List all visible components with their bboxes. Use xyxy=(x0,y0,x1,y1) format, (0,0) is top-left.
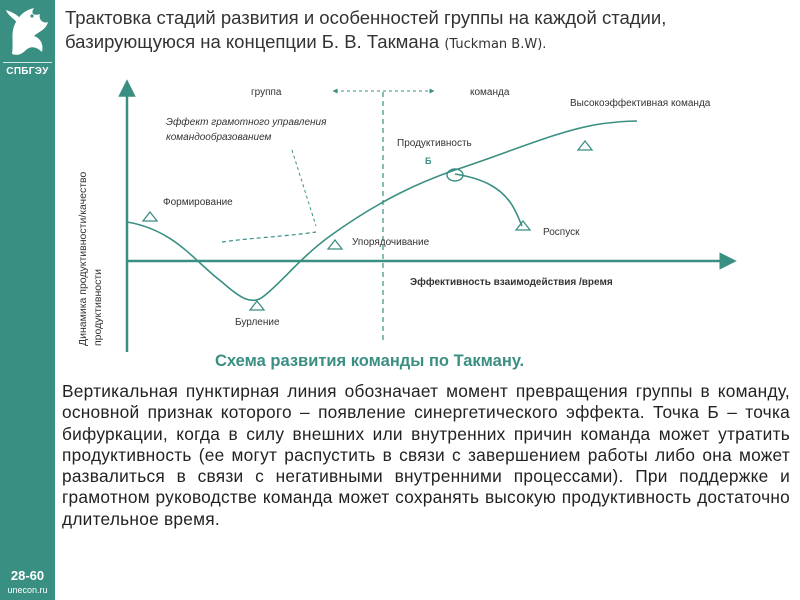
sidebar xyxy=(0,0,55,600)
team-label: команда xyxy=(470,87,510,98)
high-team-marker xyxy=(578,141,592,150)
management-effect-curve xyxy=(222,232,316,242)
y-axis-label-line1: Динамика продуктивности/качество xyxy=(77,171,89,346)
x-axis-label: Эффективность взаимодействия /время xyxy=(410,277,613,288)
norming-marker xyxy=(328,240,342,249)
bifurcation-label: Б xyxy=(425,156,432,166)
dissolve-marker xyxy=(516,221,530,230)
high-team-label: Высокоэффективная команда xyxy=(570,98,711,109)
dissolve-curve xyxy=(455,174,522,226)
forming-marker xyxy=(143,212,157,221)
storming-marker xyxy=(250,301,264,310)
explanation-paragraph: Вертикальная пунктирная линия обозначает момент превращения группы в команду, основной признак которого – появление синергетического эффекта. Точка Б – точка бифуркации, когда в силу внешних или внутренних причин команда может утратить продуктивность (ее могут распустить в связи с завершением работы либо она может развалиться в связи с негативными внутренними процессами). При поддержке и грамотном руководстве команда может сохранять высокую продуктивность достаточно длительное время. xyxy=(62,381,790,529)
development-curve xyxy=(127,121,637,300)
group-label: группа xyxy=(251,87,282,98)
effect-label-line2: командообразованием xyxy=(166,132,272,143)
diagram-caption: Схема развития команды по Такману. xyxy=(215,352,525,370)
university-brand: СПБГЭУ xyxy=(6,66,49,77)
storming-label: Бурление xyxy=(235,317,280,328)
productivity-label: Продуктивность xyxy=(397,138,472,149)
norming-label: Упорядочивание xyxy=(352,237,430,248)
y-axis-label-line2: продуктивности xyxy=(92,268,104,346)
effect-leader xyxy=(292,150,316,226)
griffin-logo-icon xyxy=(4,2,51,62)
brand-divider xyxy=(3,62,52,63)
title-latin: (Tuckman B.W). xyxy=(444,37,547,52)
title-main: Трактовка стадий развития и особенностей группы на каждой стадии, базирующуюся на концепции Б. В. Такмана xyxy=(65,7,667,52)
effect-label-line1: Эффект грамотного управления xyxy=(166,117,327,128)
dissolve-label: Роспуск xyxy=(543,227,580,238)
forming-label: Формирование xyxy=(163,197,233,208)
tuckman-diagram xyxy=(55,0,745,352)
page-range: 28-60 xyxy=(10,568,45,583)
website-link[interactable]: unecon.ru xyxy=(7,585,48,595)
